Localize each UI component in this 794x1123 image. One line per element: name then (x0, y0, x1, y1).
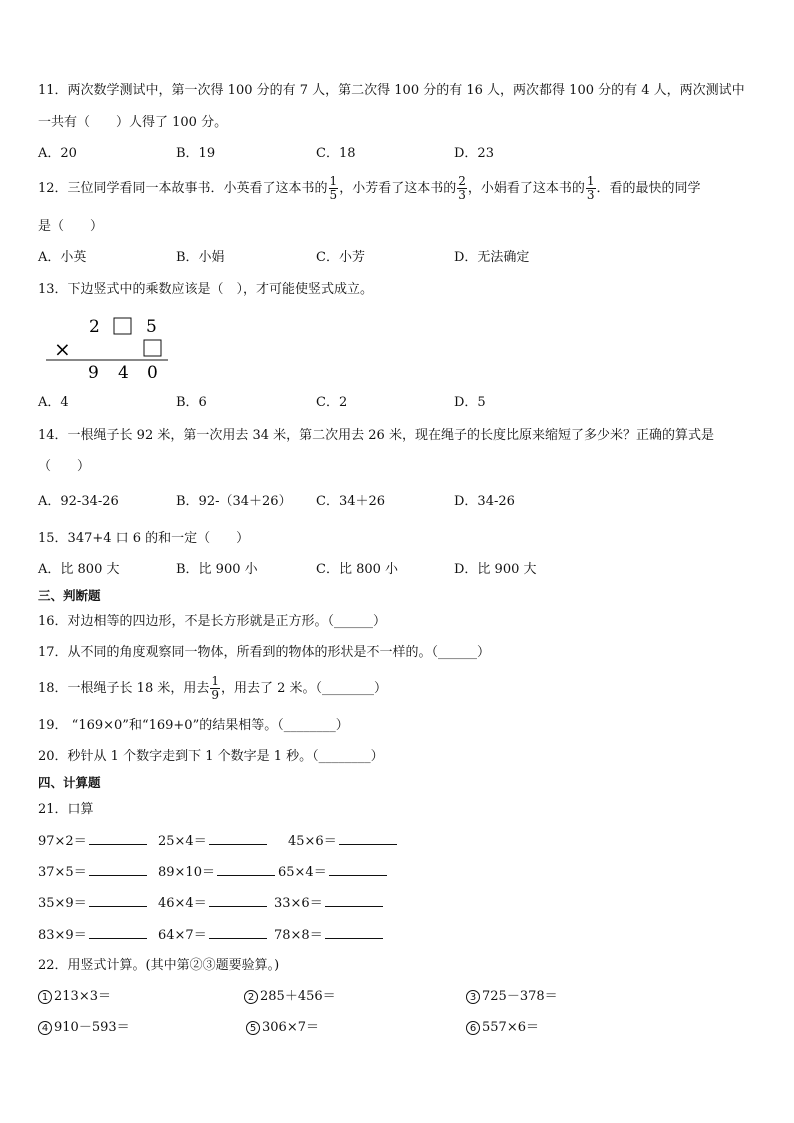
q12-option-a[interactable]: A．小英 (38, 250, 87, 265)
answer-blank[interactable] (325, 926, 383, 939)
oral-calc-1 (38, 832, 147, 851)
q12-line2: 是（ ） (38, 219, 104, 234)
q12-text-1: 12．三位同学看同一本故事书．小英看了这本书的 (38, 181, 328, 196)
times-sign: × (54, 337, 71, 361)
oral-calc-12 (274, 926, 383, 945)
oral-calc-3 (288, 832, 397, 851)
circled-number-3: 3 (466, 990, 480, 1004)
q18-numerator: 1 (211, 674, 219, 688)
oral-calc-5-expr: 89×10＝ (158, 865, 215, 880)
q12-f1-denominator: 5 (329, 188, 338, 202)
circled-number-2: 2 (244, 990, 258, 1004)
q12-text-4: ．看的最快的同学 (596, 181, 701, 196)
oral-calc-5 (158, 863, 275, 882)
q14-line2: （ ） (38, 459, 91, 474)
q18-fraction (210, 675, 220, 702)
oral-calc-10-expr: 83×9＝ (38, 928, 87, 943)
q12-text-3: ，小娟看了这本书的 (467, 181, 585, 196)
q13-option-c[interactable]: C．2 (316, 395, 348, 410)
answer-blank[interactable] (209, 926, 267, 939)
result-digit-4: 4 (118, 363, 129, 382)
oral-calc-9 (274, 894, 383, 913)
q12-text-2: ，小芳看了这本书的 (339, 181, 457, 196)
q12-option-d[interactable]: D．无法确定 (454, 250, 530, 265)
answer-blank[interactable] (89, 926, 147, 939)
oral-calc-2 (158, 832, 267, 851)
circled-number-4: 4 (38, 1021, 52, 1035)
q12-f3-denominator: 3 (586, 188, 595, 202)
written-calc-1-expr: 213×3＝ (54, 989, 111, 1004)
oral-calc-6-expr: 65×4＝ (278, 865, 327, 880)
q15-option-a[interactable]: A．比 800 大 (38, 562, 120, 577)
q12-f3-numerator: 1 (586, 174, 595, 188)
q22-title: 22．用竖式计算。(其中第②③题要验算。) (38, 958, 280, 973)
q12-option-b[interactable]: B．小娟 (176, 250, 225, 265)
q14-option-a[interactable]: A．92-34-26 (38, 494, 119, 509)
oral-calc-4-expr: 37×5＝ (38, 865, 87, 880)
answer-blank[interactable] (89, 863, 147, 876)
answer-blank[interactable] (329, 863, 387, 876)
circled-number-1: 1 (38, 990, 52, 1004)
q14-option-d[interactable]: D．34-26 (454, 494, 515, 509)
q18-denominator: 9 (211, 688, 219, 702)
q11-line1: 11．两次数学测试中，第一次得 100 分的有 7 人，第二次得 100 分的有 16 人，两次都得 100 分的有 4 人，两次测试中 (38, 83, 745, 98)
oral-calc-10 (38, 926, 147, 945)
q11-option-c[interactable]: C．18 (316, 146, 356, 161)
oral-calc-11-expr: 64×7＝ (158, 928, 207, 943)
q12-f2-denominator: 3 (458, 188, 466, 202)
written-calc-3 (466, 988, 558, 1006)
q15-option-c[interactable]: C．比 800 小 (316, 562, 399, 577)
answer-blank[interactable] (217, 863, 275, 876)
answer-blank[interactable] (339, 832, 397, 845)
written-calc-6-expr: 557×6＝ (482, 1020, 539, 1035)
q12-f2-numerator: 2 (458, 174, 466, 188)
oral-calc-3-expr: 45×6＝ (288, 834, 337, 849)
q13-option-b[interactable]: B．6 (176, 395, 207, 410)
written-calc-4 (38, 1019, 130, 1037)
q11-option-d[interactable]: D．23 (454, 146, 494, 161)
result-digit-0: 0 (147, 363, 158, 382)
oral-calc-8-expr: 46×4＝ (158, 896, 207, 911)
oral-calc-11 (158, 926, 267, 945)
answer-blank[interactable] (209, 832, 267, 845)
q19-text: 19． “169×0”和“169+0”的结果相等。（________） (38, 718, 349, 733)
oral-calc-7-expr: 35×9＝ (38, 896, 87, 911)
q12-option-c[interactable]: C．小芳 (316, 250, 365, 265)
q13-option-d[interactable]: D．5 (454, 395, 486, 410)
q11-option-b[interactable]: B．19 (176, 146, 216, 161)
result-digit-9: 9 (88, 363, 99, 382)
q12-f1-numerator: 1 (329, 174, 338, 188)
written-calc-5-expr: 306×7＝ (262, 1020, 319, 1035)
q18-text-1: 18．一根绳子长 18 米，用去 (38, 681, 210, 696)
oral-calc-8 (158, 894, 267, 913)
written-calc-3-expr: 725－378＝ (482, 989, 558, 1004)
answer-blank[interactable] (89, 832, 147, 845)
answer-blank[interactable] (325, 894, 383, 907)
section-calculation-heading: 四、计算题 (38, 775, 101, 790)
missing-digit-box-top (114, 318, 131, 334)
answer-blank[interactable] (89, 894, 147, 907)
oral-calc-2-expr: 25×4＝ (158, 834, 207, 849)
q20-text: 20．秒针从 1 个数字走到下 1 个数字是 1 秒。（________） (38, 749, 384, 764)
oral-calc-7 (38, 894, 147, 913)
written-calc-1 (38, 988, 111, 1006)
multiplier-box (144, 340, 161, 356)
written-calc-5 (246, 1019, 319, 1037)
oral-calc-4 (38, 863, 147, 882)
q15-option-d[interactable]: D．比 900 大 (454, 562, 537, 577)
vertical-multiplication (44, 312, 172, 382)
q17-text: 17．从不同的角度观察同一物体，所看到的物体的形状是不一样的。（______） (38, 645, 491, 660)
written-calc-2-expr: 285＋456＝ (260, 989, 336, 1004)
q12-line1 (38, 172, 701, 206)
q12-fraction-1 (329, 175, 339, 202)
q14-line1: 14．一根绳子长 92 米，第一次用去 34 米，第二次用去 26 米，现在绳子的长度比原来缩短了多少米？正确的算式是 (38, 428, 714, 443)
oral-calc-6 (278, 863, 387, 882)
q21-title: 21．口算 (38, 802, 94, 817)
written-calc-4-expr: 910－593＝ (54, 1020, 130, 1035)
oral-calc-12-expr: 78×8＝ (274, 928, 323, 943)
written-calc-6 (466, 1019, 539, 1037)
q12-fraction-2 (457, 175, 467, 202)
answer-blank[interactable] (209, 894, 267, 907)
q13-option-a[interactable]: A．4 (38, 395, 69, 410)
circled-number-5: 5 (246, 1021, 260, 1035)
q11-line2: 一共有（ ）人得了 100 分。 (38, 115, 228, 130)
q18-line (38, 672, 387, 706)
q14-option-c[interactable]: C．34＋26 (316, 494, 386, 509)
q18-text-2: ，用去了 2 米。（________） (221, 681, 388, 696)
section-judgement-heading: 三、判断题 (38, 588, 101, 603)
top-digit-2: 2 (89, 317, 100, 337)
q15-text: 15．347+4 口 6 的和一定（ ） (38, 531, 250, 546)
q12-fraction-3 (586, 175, 596, 202)
q15-option-b[interactable]: B．比 900 小 (176, 562, 258, 577)
written-calc-2 (244, 988, 336, 1006)
q11-option-a[interactable]: A．20 (38, 146, 77, 161)
oral-calc-9-expr: 33×6＝ (274, 896, 323, 911)
top-digit-5: 5 (146, 317, 157, 337)
oral-calc-1-expr: 97×2＝ (38, 834, 87, 849)
q14-option-b[interactable]: B．92-（34＋26） (176, 494, 292, 509)
q16-text: 16．对边相等的四边形，不是长方形就是正方形。（______） (38, 614, 387, 629)
q13-text: 13．下边竖式中的乘数应该是（ ），才可能使竖式成立。 (38, 282, 374, 297)
circled-number-6: 6 (466, 1021, 480, 1035)
